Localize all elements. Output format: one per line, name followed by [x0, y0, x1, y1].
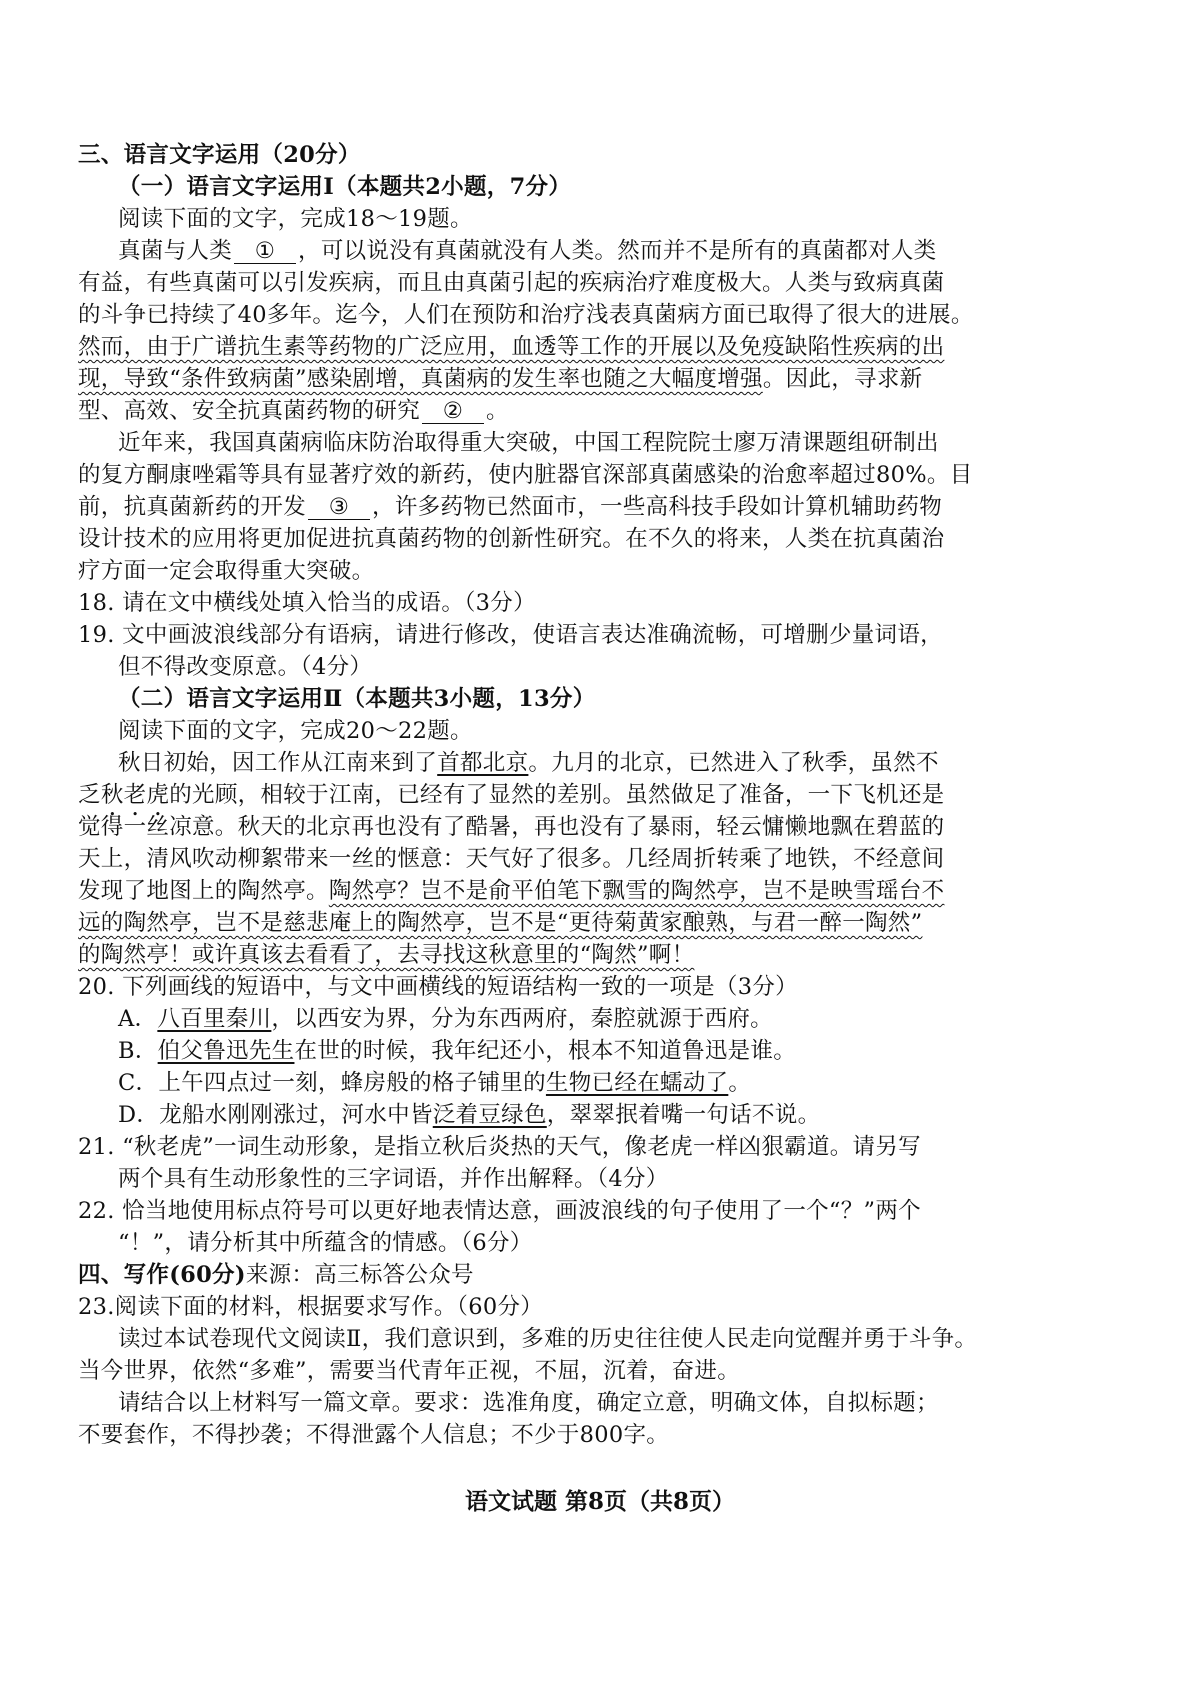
passage-2-line [78, 940, 694, 970]
answer-blank-2[interactable]: ② [422, 399, 484, 424]
text: 前，抗真菌新药的开发 [78, 494, 307, 520]
passage-1-line [78, 364, 922, 394]
material-line: 当今世界，依然“多难”，需要当代青年正视，不屈，沉着，奋进。 [78, 1358, 741, 1384]
option-d[interactable] [118, 1100, 820, 1130]
question-22-cont: “！”，请分析其中所蕴含的情感。（6分） [118, 1230, 533, 1256]
text: 。因此，寻求新 [762, 366, 923, 392]
text: ，许多药物已然面市，一些高科技手段如计算机辅助药物 [372, 494, 943, 520]
source-note: 来源：高三标答公众号 [245, 1262, 474, 1288]
text: B． [118, 1038, 158, 1064]
text: ，翠翠抿着嘴一句话不说。 [546, 1102, 821, 1128]
wavy-underlined-text: 然而，由于广谱抗生素等药物的广泛应用，血透等工作的开展以及免疫缺陷性疾病的出 [78, 334, 945, 360]
passage-1-line: 的复方酮康唑霜等具有显著疗效的新药，使内脏器官深部真菌感染的治愈率超过80%。目 [78, 462, 973, 488]
question-23: 23.阅读下面的材料，根据要求写作。（60分） [78, 1294, 544, 1320]
question-22: 22. 恰当地使用标点符号可以更好地表情达意，画波浪线的句子使用了一个“？”两个 [78, 1198, 921, 1224]
passage-1-line [78, 396, 509, 426]
wavy-underlined-text: 陶然亭？岂不是俞平伯笔下飘雪的陶然亭，岂不是映雪瑶台不 [328, 878, 945, 904]
question-18: 18. 请在文中横线处填入恰当的成语。（3分） [78, 590, 536, 616]
question-21: 21. “秋老虎”一词生动形象，是指立秋后炎热的天气，像老虎一样凶狠霸道。请另写 [78, 1134, 921, 1160]
text: 在世的时候，我年纪还小，根本不知道鲁迅是谁。 [294, 1038, 797, 1064]
option-c[interactable] [118, 1068, 751, 1098]
question-20: 20. 下列画线的短语中，与文中画横线的短语结构一致的一项是（3分） [78, 974, 798, 1000]
text: 乏 [78, 782, 101, 808]
text: C．上午四点过一刻，蜂房般的格子铺里的 [118, 1070, 546, 1096]
text: D．龙船水刚刚涨过，河水中皆 [118, 1102, 433, 1128]
passage-2-line: 天上，清风吹动柳絮带来一丝的惬意：天气好了很多。几经周折转乘了地铁，不经意间 [78, 846, 945, 872]
passage-1-line [78, 332, 944, 362]
passage-1-line: 近年来，我国真菌病临床防治取得重大突破，中国工程院院士廖万清课题组研制出 [118, 430, 939, 456]
passage-1-line: 有益，有些真菌可以引发疾病，而且由真菌引起的疾病治疗难度极大。人类与致病真菌 [78, 270, 945, 296]
section-3-heading: 三、语言文字运用（20分） [78, 142, 361, 168]
text: 的光顾，相较于江南，已经有了显然的差别。虽然做足了准备，一下飞机还是 [169, 782, 945, 808]
underlined-phrase: 泛着豆绿色 [432, 1102, 547, 1128]
underlined-phrase: 生物已经在蠕动了 [545, 1070, 729, 1096]
wavy-underlined-text: 的陶然亭！或许真该去看看了，去寻找这秋意里的“陶然”啊！ [78, 942, 695, 968]
question-21-cont: 两个具有生动形象性的三字词语，并作出解释。（4分） [118, 1166, 669, 1192]
passage-2-line [78, 876, 944, 906]
text: A． [118, 1006, 158, 1032]
part-1-heading: （一）语言文字运用Ⅰ（本题共2小题，7分） [118, 174, 572, 200]
question-19: 19. 文中画波浪线部分有语病，请进行修改，使语言表达准确流畅，可增删少量词语， [78, 622, 943, 648]
passage-2-line [118, 748, 939, 778]
passage-1-line: 设计技术的应用将更加促进抗真菌药物的创新性研究。在不久的将来，人类在抗真菌治 [78, 526, 945, 552]
text: 。九月的北京，已然进入了秋季，虽然不 [528, 750, 939, 776]
question-19-cont: 但不得改变原意。（4分） [118, 654, 373, 680]
text: 发现了地图上的陶然亭。 [78, 878, 329, 904]
passage-1-line: 疗方面一定会取得重大突破。 [78, 558, 375, 584]
passage-1-line [78, 492, 942, 522]
part-1-intro: 阅读下面的文字，完成18～19题。 [118, 206, 473, 232]
answer-blank-1[interactable]: ① [234, 239, 296, 264]
dotted-term: 秋老虎 [100, 782, 170, 808]
text: 型、高效、安全抗真菌药物的研究 [78, 398, 421, 424]
wavy-underlined-text: 远的陶然亭，岂不是慈悲庵上的陶然亭，岂不是“更待菊黄家酿熟，与君一醉一陶然” [78, 910, 923, 936]
text: 真菌与人类 [118, 238, 233, 264]
underlined-phrase: 伯父鲁迅先生 [157, 1038, 295, 1064]
underlined-phrase: 八百里秦川 [157, 1006, 272, 1032]
option-b[interactable] [118, 1036, 796, 1066]
requirement-line: 不要套作，不得抄袭；不得泄露个人信息；不少于800字。 [78, 1422, 670, 1448]
section-4-heading: 四、写作(60分) [78, 1262, 246, 1288]
section-4-heading-line [78, 1260, 474, 1290]
text: ，以西安为界，分为东西两府，秦腔就源于西府。 [271, 1006, 773, 1032]
text: 。 [728, 1070, 752, 1096]
passage-2-line: 觉得一丝凉意。秋天的北京再也没有了酷暑，再也没有了暴雨，轻云慵懒地飘在碧蓝的 [78, 814, 945, 840]
passage-1-line [118, 236, 936, 266]
part-2-heading: （二）语言文字运用Ⅱ（本题共3小题，13分） [118, 686, 596, 712]
wavy-underlined-text: 现，导致“条件致病菌”感染剧增，真菌病的发生率也随之大幅度增强 [78, 366, 763, 392]
option-a[interactable] [118, 1004, 773, 1034]
requirement-line: 请结合以上材料写一篇文章。要求：选准角度，确定立意，明确文体，自拟标题； [118, 1390, 939, 1416]
part-2-intro: 阅读下面的文字，完成20～22题。 [118, 718, 473, 744]
text: 。 [486, 398, 509, 424]
text: 秋日初始，因工作从江南来到了 [118, 750, 438, 776]
underlined-phrase: 首都北京 [437, 750, 529, 776]
answer-blank-3[interactable]: ③ [308, 495, 370, 520]
material-line: 读过本试卷现代文阅读Ⅱ，我们意识到，多难的历史往往使人民走向觉醒并勇于斗争。 [118, 1326, 978, 1352]
text: ，可以说没有真菌就没有人类。然而并不是所有的真菌都对人类 [298, 238, 937, 264]
passage-1-line: 的斗争已持续了40多年。迄今，人们在预防和治疗浅表真菌病方面已取得了很大的进展。 [78, 302, 974, 328]
page-footer: 语文试题 第8页（共8页） [464, 1488, 735, 1515]
passage-2-line [78, 908, 922, 938]
